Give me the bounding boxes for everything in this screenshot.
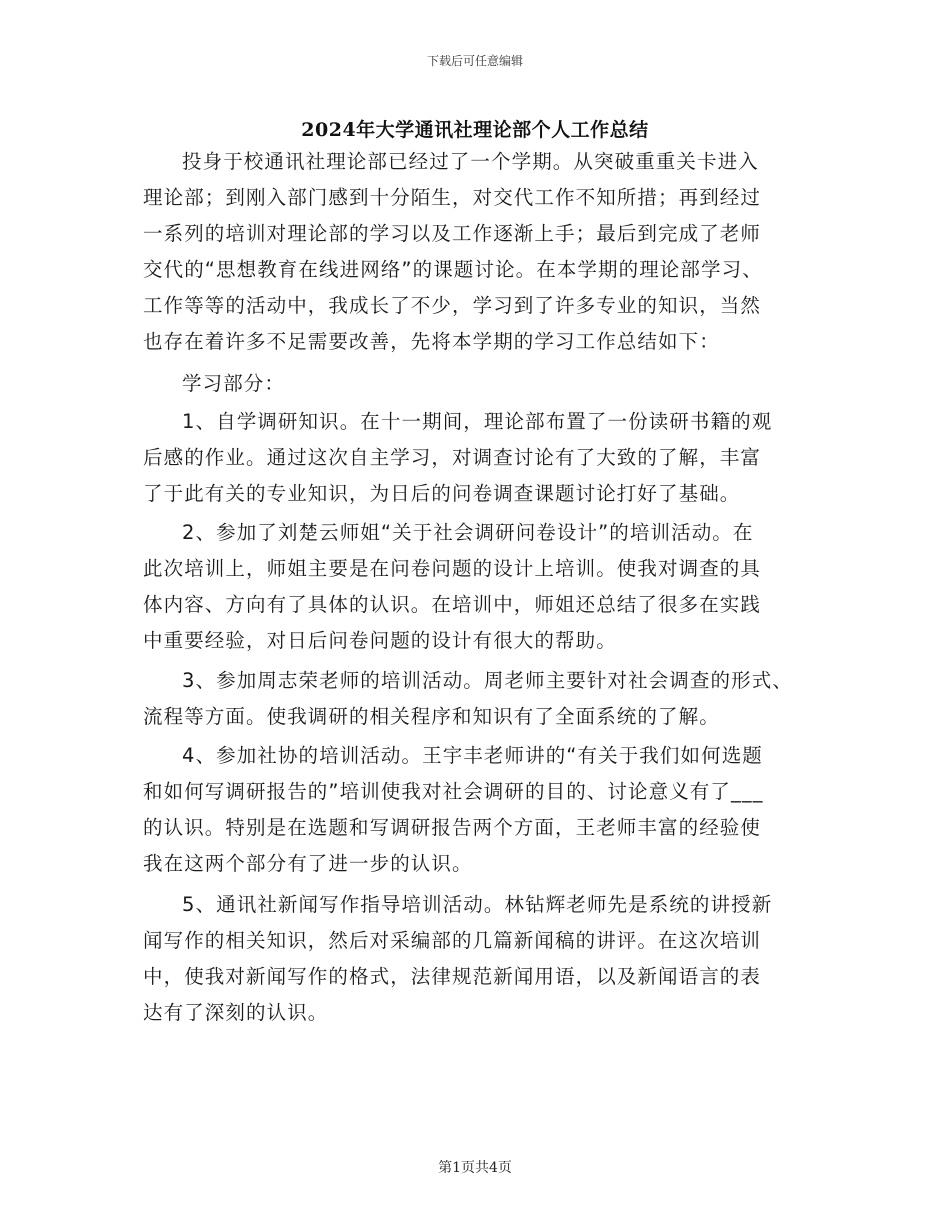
page-header-note: 下载后可任意编辑: [426, 54, 523, 68]
document-title: 2024年大学通讯社理论部个人工作总结: [301, 119, 649, 141]
body-line: 也存在着许多不足需要改善，先将本学期的学习工作总结如下：: [143, 330, 720, 353]
section-heading: 学习部分：: [182, 372, 286, 395]
body-line: 3、参加周志荣老师的培训活动。周老师主要针对社会调查的形式、: [182, 669, 793, 692]
body-line: 2、参加了刘楚云师姐“关于社会调研问卷设计”的培训活动。在: [182, 521, 754, 544]
body-line: 5、通讯社新闻写作指导培训活动。林钻辉老师先是系统的讲授新: [182, 893, 773, 916]
body-line: 体内容、方向有了具体的认识。在培训中，师姐还总结了很多在实践: [143, 593, 762, 616]
body-line: 工作等等的活动中，我成长了不少，学习到了许多专业的知识，当然: [143, 294, 762, 317]
body-line: 投身于校通讯社理论部已经过了一个学期。从突破重重关卡进入: [182, 150, 759, 173]
page-number-footer: 第1页共4页: [438, 1160, 512, 1176]
body-line: 达有了深刻的认识。: [143, 1001, 329, 1024]
body-line: 闻写作的相关知识，然后对采编部的几篇新闻稿的讲评。在这次培训: [143, 929, 762, 952]
body-line: 4、参加社协的培训活动。王宇丰老师讲的“有关于我们如何选题: [182, 744, 763, 767]
body-line: 此次培训上，师姐主要是在问卷问题的设计上培训。使我对调查的具: [143, 557, 762, 580]
body-line: 和如何写调研报告的”培训使我对社会调研的目的、讨论意义有了___: [143, 780, 764, 803]
body-line: 理论部；到刚入部门感到十分陌生，对交代工作不知所措；再到经过: [143, 186, 762, 209]
body-line: 后感的作业。通过这次自主学习，对调查讨论有了大致的了解，丰富: [143, 446, 762, 469]
body-line: 了于此有关的专业知识，为日后的问卷调查课题讨论打好了基础。: [143, 482, 741, 505]
body-line: 流程等方面。使我调研的相关程序和知识有了全面系统的了解。: [143, 705, 720, 728]
body-line: 交代的“思想教育在线进网络”的课题讨论。在本学期的理论部学习、: [143, 258, 763, 281]
body-line: 1、自学调研知识。在十一期间，理论部布置了一份读研书籍的观: [182, 410, 773, 433]
body-line: 一系列的培训对理论部的学习以及工作逐渐上手；最后到完成了老师: [143, 222, 762, 245]
body-line: 的认识。特别是在选题和写调研报告两个方面，王老师丰富的经验使: [143, 816, 762, 839]
body-line: 中重要经验，对日后问卷问题的设计有很大的帮助。: [143, 629, 617, 652]
body-line: 我在这两个部分有了进一步的认识。: [143, 852, 473, 875]
body-line: 中，使我对新闻写作的格式，法律规范新闻用语，以及新闻语言的表: [143, 965, 762, 988]
